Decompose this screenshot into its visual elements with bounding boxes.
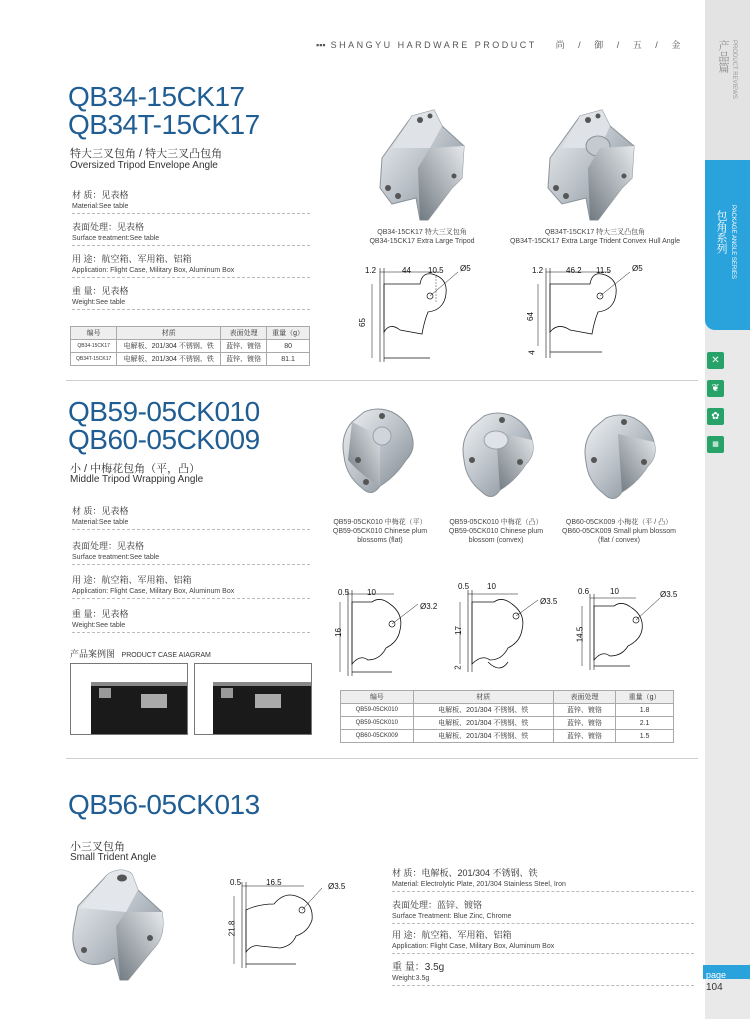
section2-spec-2: 表面处理：见表格 Surface treatment:See table: [72, 539, 310, 565]
product-image-qb59-convex: [456, 410, 540, 502]
tools-icon[interactable]: ✕: [707, 352, 724, 369]
header-bar: ▪▪▪ SHANGYU HARDWARE PRODUCT 尚 / 御 / 五 / 金: [316, 40, 683, 50]
dim-qb34t-d1: 1.2: [532, 266, 544, 275]
dim-qb60-hole: Ø3.5: [660, 590, 678, 599]
dimension-drawing-qb34: [357, 262, 490, 367]
product-case-label: 产品案例图 PRODUCT CASE AIAGRAM: [70, 649, 211, 659]
dim-qb59-convex-b: 2: [453, 665, 463, 670]
table-row: QB34T-15CK17 电解板、201/304 不锈钢、铁 蓝锌、镀铬 81.1: [71, 353, 310, 366]
section2-spec-4: 重 量：见表格 Weight:See table: [72, 607, 310, 633]
sidebar-top-en: PRODUCT REVIEWS: [731, 40, 737, 99]
section1-spec-3: 用 途：航空箱、军用箱、铝箱 Application: Flight Case, Military Box, Aluminum Box: [72, 252, 310, 278]
dim-qb59-flat-d1: 0.5: [338, 588, 350, 597]
section2-caption-a: QB59-05CK010 中梅花（平） QB59-05CK010 Chinese plum blossoms (flat): [332, 519, 428, 544]
product-image-qb34t: [540, 108, 644, 226]
sidebar-tab-product-reviews[interactable]: [705, 0, 750, 160]
dimension-drawing-qb34t: [526, 262, 656, 367]
section2-model-a: QB59-05CK010: [68, 396, 260, 427]
section-divider-2: [66, 758, 698, 759]
header-dots: ▪▪▪: [316, 40, 326, 50]
section3-cn-title: 小三叉包角: [70, 841, 125, 853]
header-brand-cn-4: 金: [671, 40, 683, 50]
calendar-icon[interactable]: ▦: [707, 436, 724, 453]
table-row: QB59-05CK010 电解板、201/304 不锈钢、铁 蓝锌、镀铬 2.1: [341, 717, 674, 730]
header-brand-cn-1: 尚: [555, 40, 568, 50]
header-brand-cn-3: 五: [632, 40, 645, 50]
product-image-qb60: [578, 412, 662, 504]
page-label-box: [703, 965, 750, 979]
dim-qb59-flat-hole: Ø3.2: [420, 602, 438, 611]
dim-qb34-d3: 10.5: [428, 266, 444, 275]
dim-qb59-convex-hole: Ø3.5: [540, 597, 558, 606]
dim-qb56-d2: 16.5: [266, 878, 282, 887]
dim-qb34t-b: 4: [527, 350, 537, 355]
section2-en-title: Middle Tripod Wrapping Angle: [70, 474, 204, 485]
sidebar-top-cn: 产品篇: [717, 40, 729, 73]
dim-qb34-d2: 44: [402, 266, 411, 275]
table-row: QB60-05CK009 电解板、201/304 不锈钢、铁 蓝锌、镀铬 1.5: [341, 730, 674, 743]
dim-qb34-d1: 1.2: [365, 266, 377, 275]
section2-table: 编号 材质 表面处理 重量（g） QB59-05CK010 电解板、201/304 不锈钢、铁 蓝锌、镀铬 1.8 QB59-05CK010 电解板、201/304 不锈钢、铁 蓝锌、镀铬 2.1 QB60-05CK009 电解板、201/304 不锈钢、铁 蓝锌、镀铬 1.5: [340, 690, 674, 743]
section1-model-a: QB34-15CK17: [68, 81, 245, 112]
section2-caption-b: QB59-05CK010 中梅花（凸） QB59-05CK010 Chinese plum blossom (convex): [448, 519, 544, 544]
sidebar-active-cn: 包角系列: [715, 210, 727, 254]
section1-caption-a: QB34-15CK17 特大三叉包角 QB34-15CK17 Extra Large Tripod: [369, 229, 475, 245]
dim-qb59-flat-h: 16: [333, 628, 343, 637]
section1-table: 编号 材质 表面处理 重量（g） QB34-15CK17 电解板、201/304 不锈钢、铁 蓝锌、镀铬 80 QB34T-15CK17 电解板、201/304 不锈钢、铁 蓝锌、镀铬 81.1: [70, 326, 310, 366]
leaf-icon[interactable]: ❦: [707, 380, 724, 397]
section1-en-title: Oversized Tripod Envelope Angle: [70, 160, 218, 171]
section1-model-b: QB34T-15CK17: [68, 109, 260, 140]
dim-qb59-convex-d1: 0.5: [458, 582, 470, 591]
dim-qb34t-h: 64: [525, 312, 535, 321]
dim-qb59-convex-h: 17: [453, 626, 463, 635]
dim-qb59-flat-d2: 10: [367, 588, 376, 597]
dimension-drawing-qb59-flat: [332, 584, 444, 680]
product-image-qb59-flat: [336, 406, 420, 498]
section3-spec-2: 表面处理：蓝锌、镀铬 Surface Treatment: Blue Zinc, Chrome: [392, 898, 694, 924]
page-label: page: [706, 970, 727, 980]
dim-qb60-d2: 10: [610, 587, 619, 596]
product-image-qb56: [66, 866, 170, 986]
section2-spec-1: 材 质：见表格 Material:See table: [72, 504, 310, 530]
section2-spec-3: 用 途：航空箱、军用箱、铝箱 Application: Flight Case, Military Box, Aluminum Box: [72, 573, 310, 599]
section3-model: QB56-05CK013: [68, 789, 260, 820]
page-number: 104: [706, 982, 723, 993]
dim-qb59-convex-d2: 10: [487, 582, 496, 591]
section2-model-b: QB60-05CK009: [68, 424, 260, 455]
section1-spec-4: 重 量：见表格 Weight:See table: [72, 284, 310, 310]
dim-qb60-d1: 0.6: [578, 587, 590, 596]
dim-qb34-hole: Ø5: [460, 264, 471, 273]
dim-qb34-h: 65: [357, 318, 367, 327]
dim-qb56-hole: Ø3.5: [328, 882, 346, 891]
dimension-drawing-qb56: [226, 874, 338, 974]
table-row: QB59-05CK010 电解板、201/304 不锈钢、铁 蓝锌、镀铬 1.8: [341, 704, 674, 717]
section1-caption-b: QB34T-15CK17 特大三叉凸包角 QB34T-15CK17 Extra Large Trident Convex Hull Angle: [509, 229, 681, 245]
section-divider-1: [66, 380, 698, 381]
section3-spec-3: 用 途：航空箱、军用箱、铝箱 Application: Flight Case, Military Box, Aluminum Box: [392, 928, 694, 954]
section1-spec-1: 材 质：见表格 Material:See table: [72, 188, 310, 214]
dim-qb34t-d2: 46.2: [566, 266, 582, 275]
sidebar-active-en: PACKAGE ANGLE SERIES: [730, 205, 736, 279]
dim-qb34t-d3: 11.5: [596, 266, 611, 275]
product-case-photo-1: [70, 663, 188, 735]
dim-qb56-d1: 0.5: [230, 878, 242, 887]
dim-qb34t-hole: Ø5: [632, 264, 643, 273]
header-brand: SHANGYU HARDWARE PRODUCT: [330, 40, 537, 50]
dim-qb60-h: 14.5: [575, 626, 585, 643]
section2-cn-title: 小 / 中梅花包角（平，凸）: [70, 463, 201, 475]
product-image-qb34: [372, 108, 472, 226]
product-case-photo-2: [194, 663, 312, 735]
section3-spec-4: 重 量：3.5g Weight:3.5g: [392, 958, 694, 986]
table-row: QB34-15CK17 电解板、201/304 不锈钢、铁 蓝锌、镀铬 80: [71, 340, 310, 353]
sidebar-tab-package-angle-series[interactable]: [705, 160, 750, 330]
dim-qb56-h: 21.8: [227, 920, 237, 937]
section2-caption-c: QB60-05CK009 小梅花（平 / 凸） QB60-05CK009 Small plum blossom (flat / convex): [562, 519, 676, 544]
section3-spec-1: 材 质：电解板、201/304 不锈钢、铁 Material: Electrolytic Plate, 201/304 Stainless Steel, Iron: [392, 866, 694, 892]
section1-cn-title: 特大三叉包角 / 特大三叉凸包角: [70, 148, 223, 160]
header-brand-cn-2: 御: [594, 40, 606, 50]
section1-spec-2: 表面处理：见表格 Surface treatment:See table: [72, 220, 310, 246]
section3-en-title: Small Trident Angle: [70, 852, 157, 863]
gear-icon[interactable]: ✿: [707, 408, 724, 425]
